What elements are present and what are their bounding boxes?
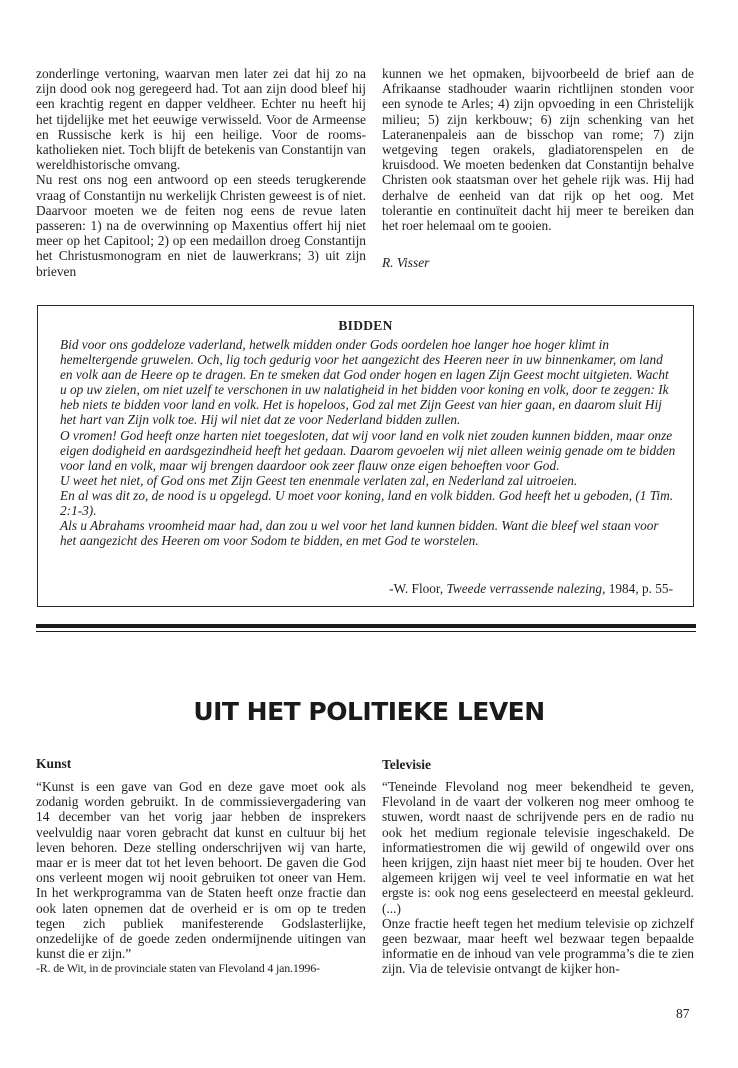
prayer-credit xyxy=(389,581,673,597)
kunst-attribution: -R. de Wit, in de provinciale staten van Flevoland 4 jan.1996- xyxy=(36,961,320,976)
prayer-paragraph: En al was dit zo, de nood is u opgelegd. U moet voor koning, land en volk bidden. God heeft het u geboden, (1 Tim. 2:1-3). xyxy=(60,487,674,519)
article-column-right xyxy=(382,66,694,270)
televisie-paragraph: Onze fractie heeft tegen het medium televisie op zichzelf geen bezwaar, maar heeft wel bezwaar tegen bepaalde informatie en de inhoud van vele programma’s die te zien zijn. Via de televisie ontvangt de kijker hon- xyxy=(382,915,694,977)
televisie-column xyxy=(382,779,694,977)
kunst-quote: “Kunst is een gave van God en deze gave moet ook als zodanig worden gebruikt. In de commissievergadering van 14 december van het vorig jaar hebben de insprekers veelvuldig naar voren gebracht dat kunst en cultuur bij het leven behoren. Deze stelling onderschrijven wij van harte, maar er is meer dat tot het leven behoort. De gaven die God ons verleent mogen wij nooit gebruiken tot oneer van Hem. In het werkprogramma van de Staten heeft onze fractie dan ook laten opnemen dat de overheid er is om op te treden tegen zich publiek manifesterende Godslasterlijke, onzedelijke of de goede zeden ondermijnende uitingen van kunst die er zijn.” xyxy=(36,779,366,962)
credit-reference: , 1984, p. 55- xyxy=(602,581,673,596)
section-divider-thin xyxy=(36,631,696,632)
televisie-paragraph: “Teneinde Flevoland nog meer bekendheid te geven, Flevoland in de vaart der volkeren nog meer omhoog te stuwen, wordt naast de schrijvende pers en de radio nu ook het medium regionale televisie ingeschakeld. De informatiestromen die wij gewild of ongewild over ons heen krijgen, zijn haast niet meer bij te houden. Over het algemeen krijgen wij veel te veel informatie en wat het ergste is: ook nog eens geselecteerd en meestal gekleurd. (...) xyxy=(382,779,694,916)
credit-title: Tweede verrassende nalezing xyxy=(446,581,603,596)
kunst-column xyxy=(36,779,366,977)
section-title: UIT HET POLITIEKE LEVEN xyxy=(193,697,545,726)
paragraph: zonderlinge vertoning, waarvan men later zei dat hij zo na zijn dood ook nog geregeerd had. Tot aan zijn dood bleef hij een krachtig regent en dapper veldheer. Echter nu heeft hij het tijdelijke met het eeuwige verwisseld. Voor de Armeense en Russische kerk is hij een heilige. Voor de rooms-katholieken niet. Toch blijft de betekenis van Constantijn van wereldhistorische omvang. xyxy=(36,66,366,173)
prayer-paragraph: Bid voor ons goddeloze vaderland, hetwelk midden onder Gods oordelen hoe langer hoe hoger klimt in hemeltergende gruwelen. Och, lig toch gedurig voor het aangezicht des Heeren neer in uw binnenkamer, om land en volk aan de Heere op te dragen. En te smeken dat God onder hogen en lagen Zijn Geest mocht uitgieten. Wacht u op uw zielen, om niet uzelf te verschonen in uw nalatigheid in het bidden voor koning en volk, door te zeggen: Ik heb niets te bidden voor land en volk. Het is hopeloos, God zal met Zijn Geest van hier gaan, en daarom sluit Hij het hart van Zijn volk toe. Hij wil niet dat ze voor Nederland bidden zullen. xyxy=(60,337,669,428)
prayer-box xyxy=(37,305,694,607)
prayer-paragraph: O vromen! God heeft onze harten niet toegesloten, dat wij voor land en volk niet zouden kunnen bidden, maar onze eigen dodigheid en aardsgezindheid heeft het gedaan. Daarom gevoelen wij niet alleen weinig genade om te bidden voor land en volk, maar wij brengen daardoor ook zeer flauw onze eigen behoeften voor God. xyxy=(60,427,676,473)
paragraph: kunnen we het opmaken, bijvoorbeeld de brief aan de Afrikaanse stadhouder waarin richtlijnen stonden voor een synode te Arles; 4) zijn opvoeding in een Christelijk milieu; 5) zijn kerkbouw; 6) zijn schenking van het Lateranenpaleis aan de bisschop van rome; 7) zijn wetgeving tegen orakels, gladiatorenspelen en de kruisdood. We moeten bedenken dat Constantijn behalve Christen ook staatsman over het gehele rijk was. Hij had derhalve de eenheid van dat rijk op het oog. Met tolerantie en continuïteit dacht hij meer te bereiken dan het roer helemaal om te gooien. xyxy=(382,66,694,234)
prayer-paragraph: Als u Abrahams vroomheid maar had, dan zou u wel voor het land kunnen bidden. Want die bleef wel staan voor het aangezicht des Heeren om voor Sodom te bidden, en met God te worstelen. xyxy=(60,518,659,549)
paragraph: Nu rest ons nog een antwoord op een steeds terugkerende vraag of Constantijn nu werkelijk Christen geweest is of niet. Daarvoor moeten we de feiten nog eens de revue laten passeren: 1) na de overwinning op Maxentius offert hij niet meer op het Capitool; 2) op een medaillon droeg Constantijn het Christusmonogram en niet de lauwerkrans; 3) uit zijn brieven xyxy=(36,172,366,279)
credit-author: -W. Floor, xyxy=(389,581,447,596)
section-divider-thick xyxy=(36,624,696,628)
article-column-left xyxy=(36,66,366,279)
kunst-heading: Kunst xyxy=(36,756,72,771)
page-number: 87 xyxy=(676,1006,690,1021)
author-signature: R. Visser xyxy=(382,255,430,271)
televisie-heading: Televisie xyxy=(382,757,431,772)
prayer-paragraph: U weet het niet, of God ons met Zijn Geest ten enenmale verlaten zal, en Nederland zal uitroeien. xyxy=(60,472,578,488)
prayer-body xyxy=(60,337,678,548)
prayer-title: BIDDEN xyxy=(338,318,393,333)
